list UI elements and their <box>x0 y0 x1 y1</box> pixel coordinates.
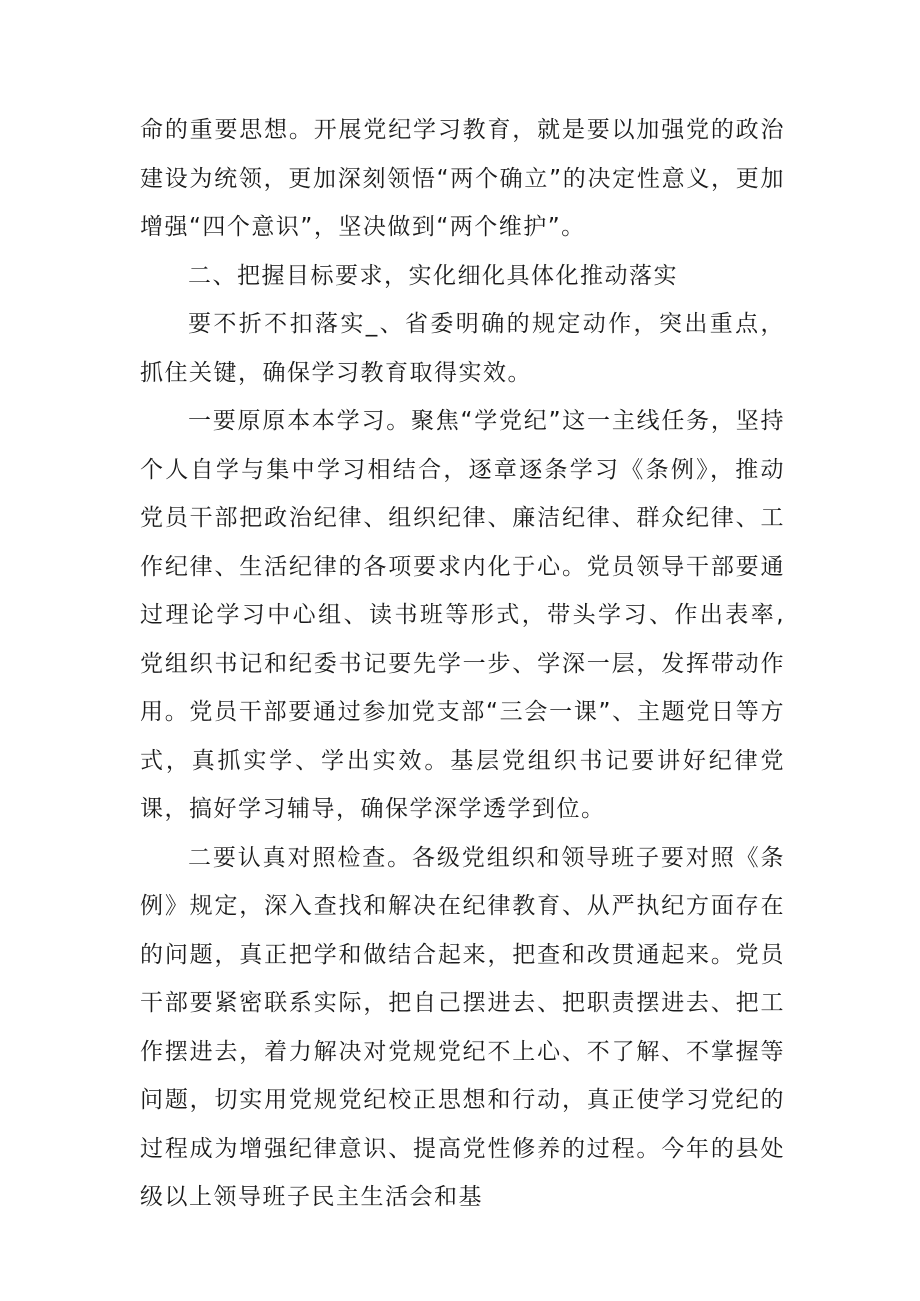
paragraph-check: 二要认真对照检查。各级党组织和领导班子要对照《条例》规定，深入查找和解决在纪律教育、从严执纪方面存在的问题，真正把学和做结合起来，把查和改贯通起来。党员干部要紧密联系实际，把自己摆进去、把职责摆进去、把工作摆进去，着力解决对党规党纪不上心、不了解、不掌握等问题，切实用党规党纪校正思想和行动，真正使学习党纪的过程成为增强纪律意识、提高党性修养的过程。今年的县处级以上领导班子民主生活会和基 <box>140 844 785 1210</box>
paragraph-continuation: 命的重要思想。开展党纪学习教育，就是要以加强党的政治建设为统领，更加深刻领悟“两个确立”的决定性意义，更加增强“四个意识”，坚决做到“两个维护”。 <box>140 117 785 240</box>
paragraph-study: 一要原原本本学习。聚焦“学党纪”这一主线任务，坚持个人自学与集中学习相结合，逐章逐条学习《条例》，推动党员干部把政治纪律、组织纪律、廉洁纪律、群众纪律、工作纪律、生活纪律的各项要求内化于心。党员领导干部要通过理论学习中心组、读书班等形式，带头学习、作出表率,党组织书记和纪委书记要先学一步、学深一层，发挥带动作用。党员干部要通过参加党支部“三会一课”、主题党日等方式，真抓实学、学出实效。基层党组织书记要讲好纪律党课，搞好学习辅导，确保学深学透学到位。 <box>140 408 785 822</box>
document-body <box>140 106 785 1222</box>
paragraph-intro: 要不折不扣落实_、省委明确的规定动作，突出重点，抓住关键，确保学习教育取得实效。 <box>140 311 785 386</box>
section-heading: 二、把握目标要求，实化细化具体化推动落实 <box>188 262 678 289</box>
